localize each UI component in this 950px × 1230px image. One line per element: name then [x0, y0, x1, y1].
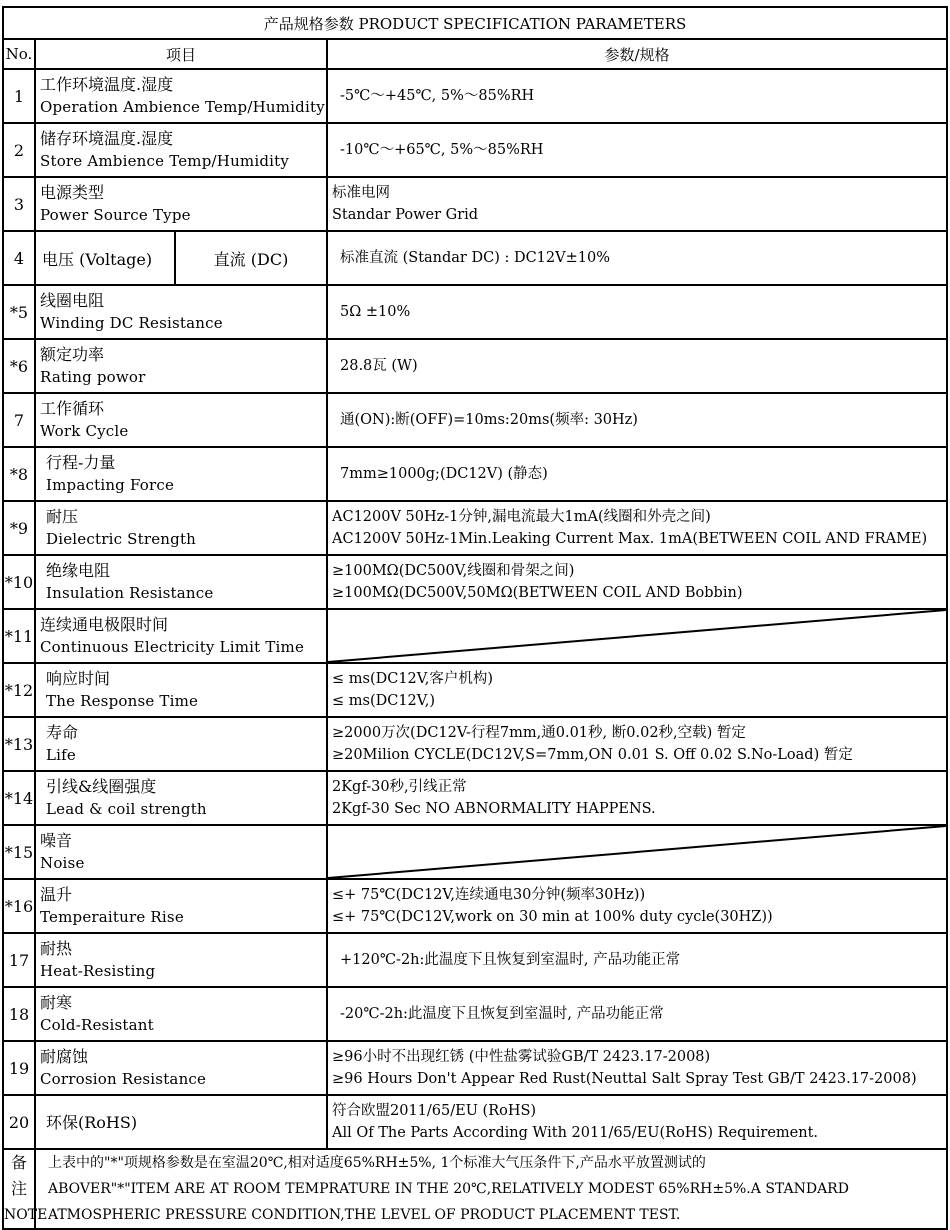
item-label-zh: 耐腐蚀: [40, 1047, 89, 1066]
item-label-en: The Response Time: [46, 692, 199, 710]
spec-value-cell: [327, 825, 947, 879]
row-number: *6: [3, 339, 35, 393]
row-number: *8: [3, 447, 35, 501]
table-row: [3, 177, 947, 231]
item-label-zh: 耐热: [40, 939, 73, 958]
spec-value-line: 28.8瓦 (W): [340, 358, 418, 374]
item-cell: [35, 825, 327, 879]
spec-value-cell: [327, 501, 947, 555]
spec-value-cell: [327, 663, 947, 717]
item-label-zh: 响应时间: [46, 669, 111, 688]
note-label-en: NOTE: [4, 1207, 48, 1223]
row-number: *12: [3, 663, 35, 717]
spec-value-line: 5Ω ±10%: [340, 304, 411, 320]
note-label: [3, 1149, 48, 1229]
spec-value-cell: [327, 987, 947, 1041]
spec-value-line: AC1200V 50Hz-1Min.Leaking Current Max. 1mA(BETWEEN COIL AND FRAME): [332, 531, 928, 547]
item-label-zh: 环保(RoHS): [46, 1112, 138, 1132]
spec-value-line: All Of The Parts According With 2011/65/EU(RoHS) Requirement.: [332, 1125, 819, 1141]
item-cell: [35, 501, 327, 555]
spec-value-line: ≤ ms(DC12V,客户机构): [332, 671, 493, 687]
item-label-en: Life: [46, 746, 76, 764]
row-number: 20: [3, 1095, 35, 1149]
row-number: 2: [3, 123, 35, 177]
item-cell: [35, 123, 327, 177]
spec-value-cell: [327, 879, 947, 933]
spec-sheet: [2, 6, 946, 1230]
item-cell: [35, 987, 327, 1041]
item-cell: [35, 177, 327, 231]
note-row: [3, 1149, 947, 1229]
item-label-zh: 工作环境温度.湿度: [40, 75, 174, 94]
note-line: ABOVER"*"ITEM ARE AT ROOM TEMPRATURE IN THE 20℃,RELATIVELY MODEST 65%RH±5%.A STANDARD: [48, 1181, 849, 1197]
spec-value-line: -5℃～+45℃, 5%～85%RH: [340, 88, 535, 104]
spec-value-cell: [327, 771, 947, 825]
spec-value-line: -20℃-2h:此温度下且恢复到室温时, 产品功能正常: [340, 1006, 664, 1022]
header-row: [3, 39, 947, 69]
row-number: 3: [3, 177, 35, 231]
row-number: 4: [3, 231, 35, 285]
item-cell: [35, 933, 327, 987]
spec-value-line: ≥2000万次(DC12V-行程7mm,通0.01秒, 断0.02秒,空载) 暂定: [332, 725, 746, 741]
spec-value-line: 通(ON):断(OFF)=10ms:20ms(频率: 30Hz): [340, 412, 638, 428]
table-row: [3, 663, 947, 717]
item-label-en: Rating powor: [40, 368, 146, 386]
item-cell: [35, 1095, 327, 1149]
item-label-zh: 噪音: [40, 831, 73, 850]
spec-value-line: ≥20Milion CYCLE(DC12V,S=7mm,ON 0.01 S. Off 0.02 S.No-Load) 暂定: [332, 747, 853, 763]
spec-value-line: ≥96 Hours Don't Appear Red Rust(Neuttal Salt Spray Test GB/T 2423.17-2008): [332, 1071, 917, 1087]
item-label-en: Power Source Type: [40, 206, 191, 224]
table-row: [3, 933, 947, 987]
spec-value-cell: [327, 231, 947, 285]
item-label-zh: 温升: [40, 885, 73, 904]
item-label-en: Noise: [40, 854, 85, 872]
spec-value-cell: [327, 933, 947, 987]
spec-value-line: -10℃～+65℃, 5%～85%RH: [340, 142, 544, 158]
item-cell: [35, 663, 327, 717]
item-label-zh: 电压 (Voltage): [36, 232, 176, 284]
table-row: [3, 1095, 947, 1149]
spec-table: [2, 6, 948, 1230]
row-number: *10: [3, 555, 35, 609]
spec-value-line: Standar Power Grid: [332, 207, 479, 223]
item-label-zh: 行程-力量: [46, 453, 116, 472]
item-label-en: Cold-Resistant: [40, 1016, 154, 1034]
table-row: [3, 987, 947, 1041]
table-row: [3, 609, 947, 663]
title-row: [3, 7, 947, 39]
spec-value-cell: [327, 285, 947, 339]
row-number: 18: [3, 987, 35, 1041]
table-row: [3, 339, 947, 393]
item-cell: [35, 555, 327, 609]
item-label-zh: 绝缘电阻: [46, 561, 111, 580]
spec-value-line: +120℃-2h:此温度下且恢复到室温时, 产品功能正常: [340, 952, 681, 968]
item-label-zh: 线圈电阻: [40, 291, 105, 310]
spec-value-cell: [327, 393, 947, 447]
item-cell: [35, 771, 327, 825]
item-label-zh: 额定功率: [40, 345, 105, 364]
row-number: 19: [3, 1041, 35, 1095]
item-label-zh: 工作循环: [40, 399, 105, 418]
spec-value-line: ≥100MΩ(DC500V,线圈和骨架之间): [332, 563, 575, 579]
spec-value-cell: [327, 123, 947, 177]
row-number: *9: [3, 501, 35, 555]
item-cell: [35, 285, 327, 339]
item-cell: [35, 69, 327, 123]
note-line: ATMOSPHERIC PRESSURE CONDITION,THE LEVEL OF PRODUCT PLACEMENT TEST.: [48, 1207, 681, 1223]
item-label-en: Insulation Resistance: [46, 584, 214, 602]
item-label-en: Temperaiture Rise: [40, 908, 184, 926]
note-label-zh: 备注: [10, 1153, 27, 1198]
header-item: 项目: [35, 39, 327, 69]
header-spec: 参数/规格: [327, 39, 947, 69]
row-number: 17: [3, 933, 35, 987]
spec-value-cell: [327, 447, 947, 501]
row-number: 7: [3, 393, 35, 447]
spec-value-line: 标准直流 (Standar DC) : DC12V±10%: [340, 250, 610, 266]
table-row: [3, 501, 947, 555]
row-number: 1: [3, 69, 35, 123]
spec-value-line: ≤+ 75℃(DC12V,连续通电30分钟(频率30Hz)): [332, 887, 646, 903]
table-row: [3, 879, 947, 933]
item-label-zh: 连续通电极限时间: [40, 615, 169, 634]
spec-value-cell: [327, 339, 947, 393]
row-number: *14: [3, 771, 35, 825]
spec-value-line: ≥96小时不出现红锈 (中性盐雾试验GB/T 2423.17-2008): [332, 1049, 711, 1065]
not-applicable-slash: [328, 610, 946, 662]
spec-value-line: ≤ ms(DC12V,): [332, 693, 435, 709]
table-row: [3, 123, 947, 177]
item-label-en: Corrosion Resistance: [40, 1070, 207, 1088]
table-row: [3, 825, 947, 879]
table-row: [3, 69, 947, 123]
item-label-zh: 寿命: [46, 723, 79, 742]
spec-value-cell: [327, 1095, 947, 1149]
spec-value-line: 符合欧盟2011/65/EU (RoHS): [332, 1103, 537, 1119]
row-number: *5: [3, 285, 35, 339]
spec-value-line: 标准电网: [332, 185, 390, 201]
table-row: [3, 285, 947, 339]
item-label-en: Winding DC Resistance: [40, 314, 223, 332]
spec-value-cell: [327, 177, 947, 231]
spec-value-line: 7mm≥1000g;(DC12V) (静态): [340, 466, 548, 482]
spec-value-cell: [327, 717, 947, 771]
spec-value-cell: [327, 609, 947, 663]
item-label-zh: 储存环境温度.湿度: [40, 129, 174, 148]
not-applicable-slash: [328, 826, 946, 878]
spec-value-line: 2Kgf-30秒,引线正常: [332, 779, 467, 795]
item-label-en: Operation Ambience Temp/Humidity: [40, 98, 325, 116]
spec-value-line: ≤+ 75℃(DC12V,work on 30 min at 100% duty cycle(30HZ)): [332, 909, 773, 925]
spec-value-line: 2Kgf-30 Sec NO ABNORMALITY HAPPENS.: [332, 801, 656, 817]
item-label-en: Impacting Force: [46, 476, 175, 494]
item-label-en: Lead & coil strength: [46, 800, 207, 818]
item-cell: [35, 609, 327, 663]
table-row: [3, 393, 947, 447]
spec-value-line: AC1200V 50Hz-1分钟,漏电流最大1mA(线圈和外壳之间): [332, 509, 711, 525]
spec-value-line: ≥100MΩ(DC500V,50MΩ(BETWEEN COIL AND Bobbin): [332, 585, 743, 601]
item-cell: [35, 231, 327, 285]
item-cell: [35, 1041, 327, 1095]
table-row: [3, 717, 947, 771]
item-cell: [35, 717, 327, 771]
note-text: [35, 1149, 947, 1229]
item-cell: [35, 447, 327, 501]
table-title: 产品规格参数 PRODUCT SPECIFICATION PARAMETERS: [3, 7, 947, 39]
item-label-en: Dielectric Strength: [46, 530, 197, 548]
table-row: [3, 447, 947, 501]
item-label-en: Heat-Resisting: [40, 962, 156, 980]
table-row: [3, 555, 947, 609]
item-cell: [35, 339, 327, 393]
item-split: [36, 232, 326, 284]
table-row: [3, 771, 947, 825]
spec-value-cell: [327, 1041, 947, 1095]
row-number: *16: [3, 879, 35, 933]
item-label-zh: 引线&线圈强度: [46, 777, 157, 796]
row-number: *13: [3, 717, 35, 771]
item-sub-label: 直流 (DC): [213, 249, 289, 269]
item-cell: [35, 879, 327, 933]
item-label-en: Work Cycle: [40, 422, 129, 440]
item-label-zh: 电源类型: [40, 183, 105, 202]
table-row: [3, 231, 947, 285]
item-label-zh: 耐寒: [40, 993, 73, 1012]
note-line: 上表中的"*"项规格参数是在室温20℃,相对适度65%RH±5%, 1个标准大气压条件下,产品水平放置测试的: [48, 1155, 706, 1171]
item-label-en: Continuous Electricity Limit Time: [40, 638, 305, 656]
row-number: *15: [3, 825, 35, 879]
header-no: No.: [3, 39, 35, 69]
table-row: [3, 1041, 947, 1095]
item-label-zh: 耐压: [46, 507, 79, 526]
item-label-en: Store Ambience Temp/Humidity: [40, 152, 290, 170]
spec-value-cell: [327, 69, 947, 123]
item-cell: [35, 393, 327, 447]
row-number: *11: [3, 609, 35, 663]
spec-value-cell: [327, 555, 947, 609]
